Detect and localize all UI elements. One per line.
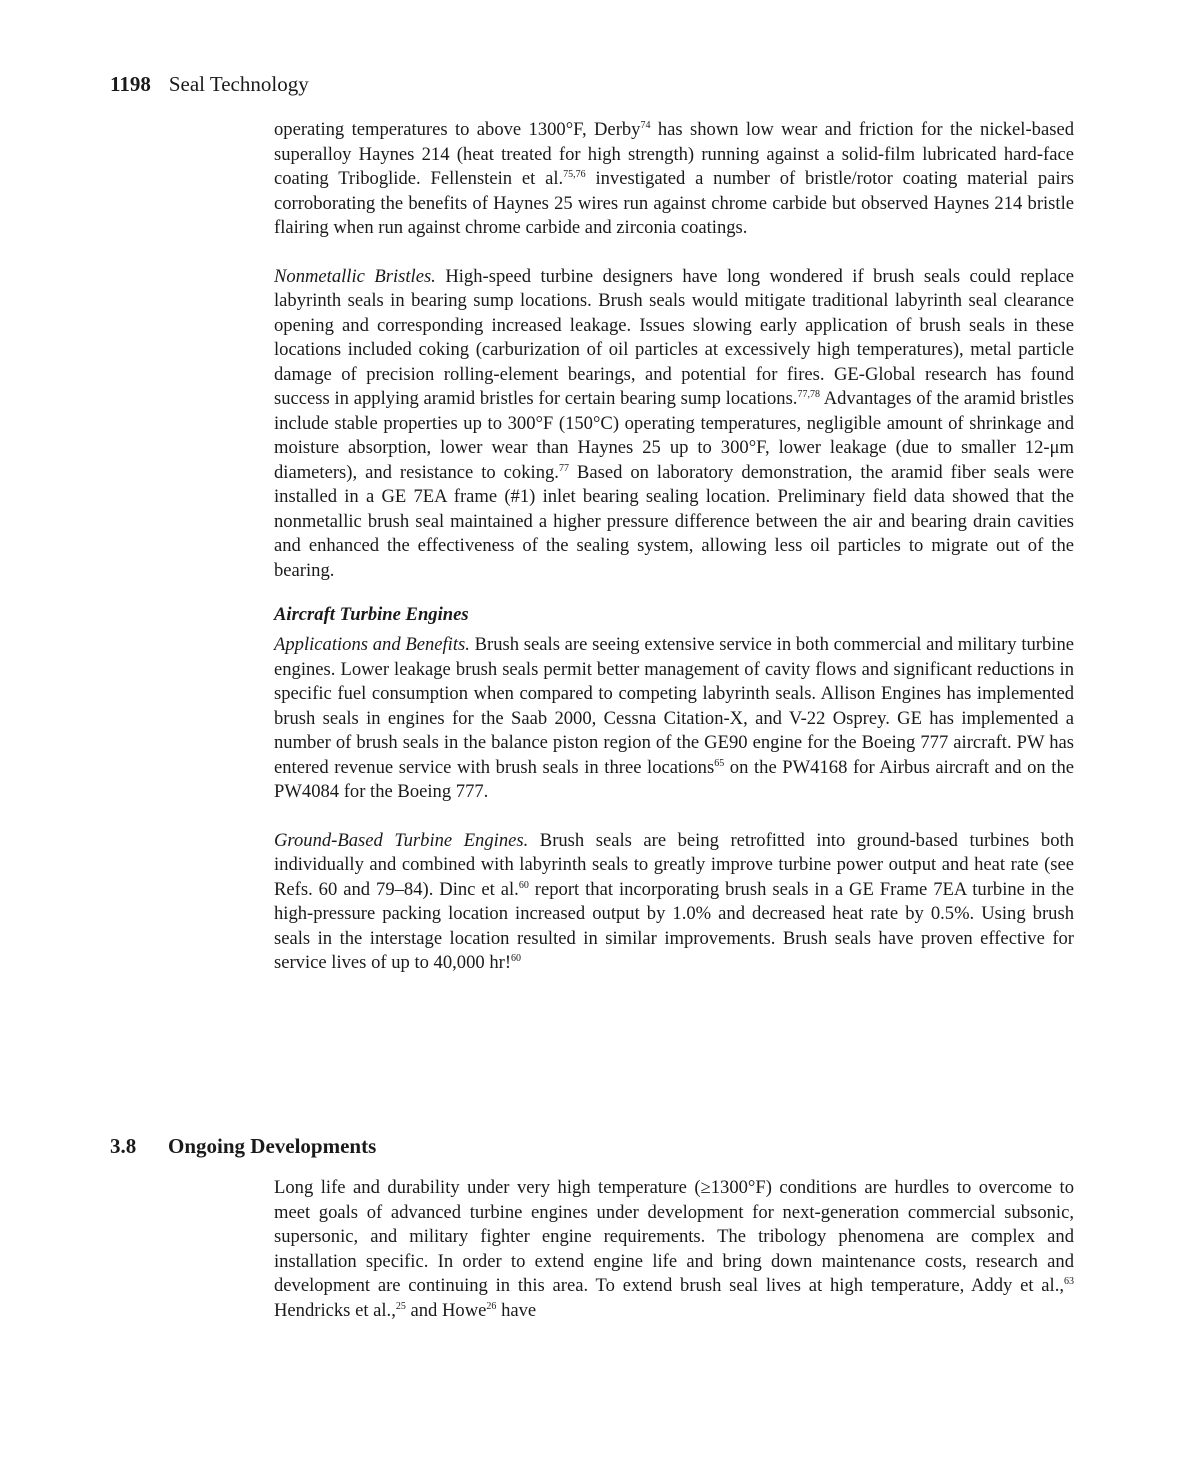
run-in-heading: Ground-Based Turbine Engines. bbox=[274, 829, 529, 851]
citation: 25 bbox=[395, 1300, 406, 1312]
text-run: High-speed turbine designers have long wondered if brush seals could replace labyrinth seals in bearing sump locations. Brush seals would mitigate traditional labyrinth seal clearance opening and corresponding increased leakage. Issues slowing early application of brush seals in these locations included coking (carburization of oil particles at excessively high temperatures), metal particle damage of precision rolling-element bearings, and potential for fires. GE-Global research has found success in applying aramid bristles for certain bearing sump locations. bbox=[274, 265, 1074, 409]
run-in-heading: Nonmetallic Bristles. bbox=[274, 265, 436, 287]
text-run: Brush seals are being retrofitted into ground-based turbines both individually and combined with labyrinth seals to greatly improve turbine power output and heat rate (see Refs. 60 and 79–84). Dinc et al. bbox=[274, 829, 1074, 900]
citation: 77 bbox=[558, 462, 569, 474]
paragraph-ongoing bbox=[274, 1176, 1074, 1323]
page-number: 1198 bbox=[110, 72, 151, 96]
text-run: Based on laboratory demonstration, the aramid fiber seals were installed in a GE 7EA frame (#1) inlet bearing sealing location. Preliminary field data showed that the nonmetallic brush seal maintained a higher pressure difference between the air and bearing drain cavities and enhanced the effectiveness of the sealing system, allowing less oil particles to migrate out of the bearing. bbox=[274, 461, 1074, 581]
section-title: Ongoing Developments bbox=[168, 1134, 377, 1158]
citation: 65 bbox=[714, 757, 725, 769]
running-title: Seal Technology bbox=[168, 72, 309, 96]
citation: 75,76 bbox=[563, 169, 586, 180]
running-header bbox=[110, 72, 309, 97]
paragraph-applications bbox=[274, 633, 1074, 805]
body-text bbox=[274, 118, 1074, 976]
paragraph-haynes bbox=[274, 118, 1074, 241]
text-run: report that incorporating brush seals in a GE Frame 7EA turbine in the high-pressure packing location increased output by 1.0% and decreased heat rate by 0.5%. Using brush seals in the interstage location resulted in similar improvements. Brush seals have proven effective for service lives of up to 40,000 hr! bbox=[274, 878, 1074, 973]
paragraph-nonmetallic-bristles bbox=[274, 265, 1074, 584]
section-number: 3.8 bbox=[110, 1134, 137, 1158]
text-run: and Howe bbox=[405, 1299, 487, 1321]
paragraph-ground-based bbox=[274, 829, 1074, 976]
section-heading bbox=[110, 1134, 376, 1159]
citation: 74 bbox=[640, 120, 651, 131]
citation: 77,78 bbox=[797, 389, 820, 400]
text-run: Hendricks et al., bbox=[274, 1299, 396, 1321]
text-run: have bbox=[496, 1299, 537, 1321]
text-run: operating temperatures to above 1300°F, Derby bbox=[274, 119, 641, 140]
text-run: Advantages of the aramid bristles include stable properties up to 300°F (150°C) operating temperatures, negligible amount of shrinkage and moisture absorption, lower wear than Haynes 25 up to 300°F, lower leakage (due to smaller 12-μm diameters), and resistance to coking. bbox=[274, 388, 1075, 483]
section-body bbox=[274, 1176, 1074, 1323]
citation: 26 bbox=[486, 1300, 497, 1312]
text-run: on the PW4168 for Airbus aircraft and on the PW4084 for the Boeing 777. bbox=[274, 756, 1074, 802]
text-run: has shown low wear and friction for the nickel-based superalloy Haynes 214 (heat treated for high strength) running against a solid-film lubricated hard-face coating Triboglide. Fellenstein et al. bbox=[274, 119, 1074, 189]
citation: 63 bbox=[1064, 1276, 1074, 1287]
citation: 60 bbox=[511, 953, 522, 964]
subsection-heading: Aircraft Turbine Engines bbox=[274, 604, 469, 625]
citation: 60 bbox=[518, 879, 529, 891]
text-run: Brush seals are seeing extensive service in both commercial and military turbine engines. Lower leakage brush seals permit better management of cavity flows and significant reductions in specific fuel consumption when compared to competing labyrinth seals. Allison Engines has implemented brush seals in engines for the Saab 2000, Cessna Citation-X, and V-22 Osprey. GE has implemented a number of brush seals in the balance piston region of the GE90 engine for the Boeing 777 aircraft. PW has entered revenue service with brush seals in three locations bbox=[274, 634, 1074, 778]
text-run: investigated a number of bristle/rotor coating material pairs corroborating the benefits of Haynes 25 wires run against chrome carbide but observed Haynes 214 bristle flairing when run against chrome carbide and zirconia coatings. bbox=[274, 168, 1075, 238]
run-in-heading: Applications and Benefits. bbox=[274, 634, 470, 655]
text-run: Long life and durability under very high temperature (≥1300°F) conditions are hurdles to overcome to meet goals of advanced turbine engines under development for next-generation commercial subsonic, supersonic, and military fighter engine requirements. The tribology phenomena are complex and installation specific. In order to extend engine life and bring down maintenance costs, research and development are continuing in this area. To extend brush seal lives at high temperature, Addy et al., bbox=[274, 1177, 1074, 1296]
